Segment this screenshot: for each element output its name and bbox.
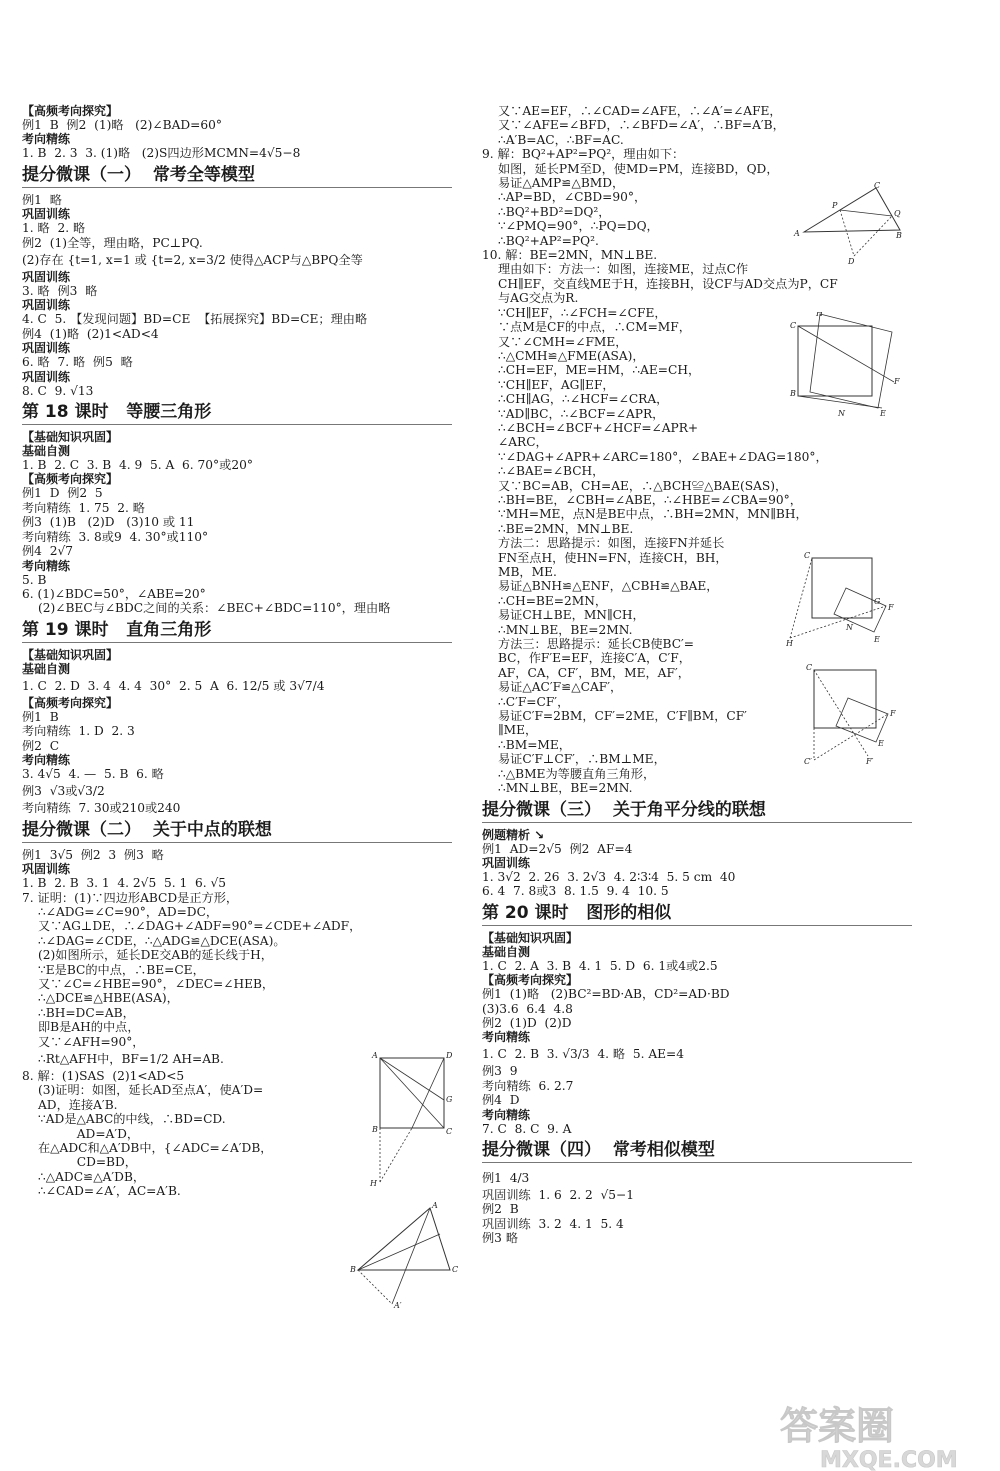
svg-text:F: F <box>890 709 896 718</box>
answer-line: 4. C 5. 【发现问题】BD=CE 【拓展探究】BD=CE；理由略 <box>22 312 368 327</box>
answer-line: ∴BM=ME， <box>498 737 571 752</box>
svg-text:H: H <box>786 639 793 648</box>
subheading: 巩固训练 <box>22 862 71 877</box>
answer-line: (3)3.6 6.4 4.8 <box>482 1001 573 1016</box>
svg-text:P: P <box>832 201 838 210</box>
subheading: 巩固训练 <box>22 341 71 356</box>
answer-line: 例1 4/3 <box>482 1170 530 1185</box>
answer-line: 易证C′F=2BM，CF′=2ME，C′F∥BM，CF′ <box>498 709 747 724</box>
subheading: 考向精练 <box>482 1107 531 1122</box>
answer-line: ∴BH=DC=AB， <box>38 1005 135 1020</box>
answer-line: AD=A′D， <box>38 1126 140 1141</box>
answer-line: 6. 略 7. 略 例5 略 <box>22 355 133 370</box>
answer-line: CD=BD， <box>38 1155 137 1170</box>
answer-line: 巩固训练 1. 6 2. 2 √5−1 <box>482 1187 634 1202</box>
answer-line: 3. 略 例3 略 <box>22 284 98 299</box>
answer-line: 易证△AC′F≌△CAF′， <box>498 680 623 695</box>
answer-line: 例2 (1)D (2)D <box>482 1015 572 1030</box>
answer-line: 即B是AH的中点， <box>38 1020 140 1035</box>
answer-line: 考向精练 7. 30或210或240 <box>22 801 181 816</box>
answer-line: 巩固训练 3. 2 4. 1 5. 4 <box>482 1216 624 1231</box>
answer-line: ∠ARC， <box>498 435 548 450</box>
subheading: 【基础知识巩固】 <box>22 430 119 445</box>
answer-line: 如图，延长PM至D，使MD=PM，连接BD，QD， <box>498 161 779 176</box>
answer-line: 与AG交点为R. <box>498 291 579 306</box>
answer-line: ∵点M是CF的中点，∴CM=MF， <box>498 320 691 335</box>
answer-line: ∴A′B=AC，∴BF=AC. <box>498 132 624 147</box>
subheading: 巩固训练 <box>22 298 71 313</box>
section-title: 提分微课（二） 关于中点的联想 <box>22 819 452 843</box>
answer-line: ∵∠DAG+∠APR+∠ARC=180°，∠BAE+∠DAG=180°， <box>498 449 828 464</box>
answer-line: 在△ADC和△A′DB中，{∠ADC=∠A′DB， <box>38 1141 273 1156</box>
answer-line: (2)存在 {t=1, x=1 或 {t=2, x=3/2 使得△ACP与△BPQ全等 <box>22 253 363 268</box>
answer-line: 例4 2√7 <box>22 544 73 559</box>
answer-line: 1. C 2. B 3. √3/3 4. 略 5. AE=4 <box>482 1047 685 1062</box>
answer-line: 例3 略 <box>482 1231 519 1246</box>
svg-text:A′: A′ <box>394 1301 402 1310</box>
subheading: 巩固训练 <box>22 207 71 222</box>
answer-line: ∴CH∥AG，∴∠HCF=∠CRA， <box>498 392 669 407</box>
subheading: 【基础知识巩固】 <box>482 930 579 945</box>
answer-line: 1. C 2. D 3. 4 4. 4 30° 2. 5 A 6. 12/5 或 3√7/4 <box>22 678 325 693</box>
watermark-logo <box>760 1395 1000 1471</box>
subheading: 考向精练 <box>22 132 71 147</box>
subheading: 基础自测 <box>22 661 71 676</box>
answer-line: ∴∠BCH=∠BCF+∠HCF=∠APR+ <box>498 420 699 435</box>
subheading: 巩固训练 <box>22 369 71 384</box>
svg-text:E: E <box>874 635 880 644</box>
answer-line: ∴BQ²+AP²=PQ². <box>498 233 599 248</box>
svg-text:C′: C′ <box>804 757 812 765</box>
answer-line: (2)∠BEC与∠BDC之间的关系：∠BEC+∠BDC=110°，理由略 <box>38 601 391 616</box>
svg-text:A: A <box>372 1051 378 1060</box>
answer-line: 例4 (1)略 (2)1<AD<4 <box>22 326 159 341</box>
answer-line: 理由如下：方法一：如图，连接ME，过点C作 <box>498 262 749 277</box>
section-title: 提分微课（三） 关于角平分线的联想 <box>482 799 912 823</box>
answer-line: 1. B 2. 3 3. (1)略 (2)S四边形MCMN=4√5−8 <box>22 146 301 161</box>
answer-line: ∴AP=BD，∠CBD=90°， <box>498 190 647 205</box>
answer-line: 又∵BC=AB，CH=AE，∴△BCH≌△BAE(SAS)， <box>498 478 788 493</box>
answer-line: 例3 9 <box>482 1064 518 1079</box>
answer-line: ∵AD∥BC，∴∠BCF=∠APR， <box>498 406 665 421</box>
figure-squares-method-3 <box>792 660 910 765</box>
answer-line: ∴MN⊥BE，BE=2MN. <box>498 781 633 796</box>
answer-line: CH∥EF，交直线ME于H，连接BH，设CF与AD交点为P，CF <box>498 276 838 291</box>
answer-line: 例2 B <box>482 1202 519 1217</box>
answer-line: 6. (1)∠BDC=50°，∠ABE=20° <box>22 586 206 601</box>
answer-line: 7. 证明：(1)∵四边形ABCD是正方形， <box>22 890 239 905</box>
answer-line: ∴BQ²+BD²=DQ²， <box>498 204 611 219</box>
section-title: 第 20 课时 图形的相似 <box>482 902 912 926</box>
answer-line: 又∵∠AFE=∠BFD，∴∠BFD=∠A′，∴BF=A′B， <box>498 118 785 133</box>
figure-squares-method-2 <box>786 548 906 648</box>
subheading: 考向精练 <box>482 1030 531 1045</box>
answer-line: ∴CH=EF，ME=HM，∴AE=CH， <box>498 363 701 378</box>
answer-line: ∴CH=BE=2MN， <box>498 593 608 608</box>
answer-line: BC，作F′E=EF，连接C′A，C′F， <box>498 651 691 666</box>
svg-text:G: G <box>874 597 881 606</box>
answer-line: ∵E是BC的中点，∴BE=CE， <box>38 962 205 977</box>
svg-text:G: G <box>446 1095 453 1104</box>
svg-text:C: C <box>804 551 811 560</box>
answer-line: 考向精练 6. 2.7 <box>482 1078 574 1093</box>
answer-line: 例1 3√5 例2 3 例3 略 <box>22 847 164 862</box>
section-title: 第 18 课时 等腰三角形 <box>22 401 452 425</box>
answer-line: (2)如图所示，延长DE交AB的延长线于H， <box>38 948 273 963</box>
answer-line: 又∵∠CMH=∠FME， <box>498 334 628 349</box>
answer-line: 易证C′F⊥CF′，∴BM⊥ME， <box>498 752 666 767</box>
answer-line: 考向精练 1. 75 2. 略 <box>22 500 145 515</box>
svg-text:Q: Q <box>894 209 901 218</box>
answer-line: 3. 4√5 4. — 5. B 6. 略 <box>22 766 164 781</box>
subheading: 【高频考向探究】 <box>22 472 119 487</box>
answer-line: ∴∠ADG=∠C=90°，AD=DC， <box>38 904 219 919</box>
subheading: 【高频考向探究】 <box>482 973 579 988</box>
svg-text:B: B <box>372 1125 378 1134</box>
answer-line: 例3 (1)B (2)D (3)10 或 11 <box>22 515 195 530</box>
answer-line: 方法二：思路提示：如图，连接FN并延长 <box>498 536 725 551</box>
answer-line: 1. 3√2 2. 26 3. 2√3 4. 2∶3∶4 5. 5 cm 40 <box>482 869 736 884</box>
svg-text:H: H <box>816 312 823 318</box>
svg-text:C: C <box>446 1127 453 1136</box>
subheading: 【高频考向探究】 <box>22 104 119 118</box>
answer-line: (3)证明：如图，延长AD至点A′，使A′D= <box>38 1083 264 1098</box>
svg-text:C: C <box>790 321 797 330</box>
answer-line: 考向精练 3. 8或9 4. 30°或110° <box>22 529 209 544</box>
answer-line: 例1 D 例2 5 <box>22 486 103 501</box>
svg-text:D: D <box>848 257 855 265</box>
answer-line: ∴MN⊥BE，BE=2MN. <box>498 622 633 637</box>
subheading: 基础自测 <box>22 444 71 459</box>
watermark-top: 答案圈 <box>780 1404 895 1448</box>
answer-line: 10. 解：BE=2MN，MN⊥BE. <box>482 248 658 263</box>
answer-line: ∴△DCE≌△HBE(ASA)， <box>38 991 179 1006</box>
answer-line: ∵MH=ME，点N是BE中点，∴BH=2MN，MN∥BH， <box>498 507 808 522</box>
answer-line: ∴BH=BE，∠CBH=∠ABE，∴∠HBE=∠CBA=90°， <box>498 492 802 507</box>
answer-line: ∴△CMH≌△FME(ASA)， <box>498 348 645 363</box>
answer-line: 例2 (1)全等，理由略，PC⊥PQ. <box>22 235 203 250</box>
answer-line: ∵∠PMQ=90°，∴PQ=DQ， <box>498 219 659 234</box>
svg-text:B: B <box>350 1265 356 1274</box>
subheading: 基础自测 <box>482 944 531 959</box>
answer-line: AD，连接A′B. <box>38 1097 118 1112</box>
answer-line: ∴Rt△AFH中，BF=1/2 AH=AB. <box>38 1052 224 1067</box>
answer-line: ∴∠DAG=∠CDE，∴△ADG≌△DCE(ASA)。 <box>38 933 286 948</box>
subheading: 【基础知识巩固】 <box>22 647 119 662</box>
svg-text:D: D <box>446 1051 453 1060</box>
svg-text:E: E <box>878 739 884 748</box>
svg-text:C: C <box>452 1265 459 1274</box>
answer-line: 又∵∠AFH=90°， <box>38 1034 145 1049</box>
svg-text:F′: F′ <box>866 757 874 765</box>
figure-triangle-pq <box>792 180 907 265</box>
answer-line: 例2 C <box>22 738 60 753</box>
svg-text:C: C <box>806 663 813 672</box>
answer-line: ∴∠BAE=∠BCH， <box>498 464 605 479</box>
svg-text:C: C <box>874 181 881 190</box>
answer-line: ∵CH∥EF，∴∠FCH=∠CFE， <box>498 305 667 320</box>
answer-line: 例1 B <box>22 709 59 724</box>
svg-text:F: F <box>894 377 900 386</box>
left-column <box>22 104 452 1199</box>
answer-line: 又∵AG⊥DE，∴∠DAG+∠ADF=90°=∠CDE+∠ADF， <box>38 919 362 934</box>
answer-line: ∥ME， <box>498 723 538 738</box>
answer-line: 例1 B 例2 (1)略 (2)∠BAD=60° <box>22 118 222 132</box>
answer-line: ∴∠CAD=∠A′，AC=A′B. <box>38 1184 181 1199</box>
figure-triangle-abc <box>350 1200 460 1310</box>
subheading: 考向精练 <box>22 752 71 767</box>
answer-line: 方法三：思路提示：延长CB使BC′= <box>498 637 695 652</box>
section-title: 提分微课（四） 常考相似模型 <box>482 1139 912 1163</box>
answer-line: ∴C′F=CF′， <box>498 694 570 709</box>
subheading: 巩固训练 <box>22 270 71 285</box>
answer-line: 1. B 2. C 3. B 4. 9 5. A 6. 70°或20° <box>22 458 253 473</box>
answer-line: 例1 (1)略 (2)BC²=BD·AB，CD²=AD·BD <box>482 987 730 1002</box>
answer-line: 例4 D <box>482 1093 520 1108</box>
subheading: 考向精练 <box>22 558 71 573</box>
answer-line: 例3 √3或√3/2 <box>22 784 105 799</box>
svg-text:N: N <box>838 409 845 418</box>
svg-text:B: B <box>896 231 902 240</box>
answer-line: 又∵∠C=∠HBE=90°，∠DEC=∠HEB， <box>38 977 275 991</box>
answer-line: ∴BE=2MN，MN⊥BE. <box>498 521 634 536</box>
svg-text:F: F <box>888 603 894 612</box>
answer-line: 6. 4 7. 8或3 8. 1.5 9. 4 10. 5 <box>482 884 669 899</box>
section-title: 第 19 课时 直角三角形 <box>22 619 452 643</box>
answer-line: 1. C 2. A 3. B 4. 1 5. D 6. 1或4或2.5 <box>482 958 718 973</box>
answer-line: 5. B <box>22 572 47 587</box>
answer-line: 7. C 8. C 9. A <box>482 1121 572 1136</box>
answer-line: 易证△AMP≌△BMD， <box>498 176 625 191</box>
answer-line: 易证CH⊥BE，MN∥CH， <box>498 608 645 623</box>
watermark-bottom: MXQE.COM <box>820 1448 958 1471</box>
answer-line: 考向精练 1. D 2. 3 <box>22 724 135 739</box>
answer-line: 例1 AD=2√5 例2 AF=4 <box>482 841 633 856</box>
subheading: 例题精析 ↘ <box>482 827 545 842</box>
answer-line: 8. C 9. √13 <box>22 383 94 398</box>
subheading: 巩固训练 <box>482 855 531 870</box>
svg-text:H: H <box>370 1179 377 1188</box>
svg-text:N: N <box>846 623 853 632</box>
svg-text:A: A <box>794 229 800 238</box>
svg-text:B: B <box>790 389 796 398</box>
answer-line: 易证△BNH≌△ENF，△CBH≌△BAE， <box>498 579 719 594</box>
svg-text:E: E <box>880 409 886 418</box>
answer-line: AF，CA，CF′，BM，ME，AF′， <box>498 665 690 680</box>
answer-line: FN至点H，使HN=FN，连接CH，BH， <box>498 550 728 565</box>
answer-line: 又∵AE=EF，∴∠CAD=∠AFE，∴∠A′=∠AFE， <box>498 104 782 118</box>
answer-line: ∴△ADC≌△A′DB， <box>38 1169 146 1184</box>
answer-line: 9. 解：BQ²+AP²=PQ²，理由如下： <box>482 147 685 162</box>
answer-line: 例1 略 <box>22 192 62 207</box>
answer-line: ∴△BME为等腰直角三角形， <box>498 766 656 781</box>
answer-line: 1. B 2. B 3. 1 4. 2√5 5. 1 6. √5 <box>22 876 226 891</box>
subheading: 【高频考向探究】 <box>22 695 119 710</box>
answer-line: ∵AD是△ABC的中线，∴BD=CD. <box>38 1112 226 1127</box>
figure-squares-method-1 <box>782 312 907 422</box>
section-title: 提分微课（一） 常考全等模型 <box>22 164 452 188</box>
svg-text:A: A <box>432 1201 438 1210</box>
figure-square-abcd <box>368 1050 458 1190</box>
answer-line: MB，ME. <box>498 565 557 579</box>
answer-line: ∵CH∥EF，AG∥EF， <box>498 377 615 392</box>
answer-line: 8. 解：(1)SAS (2)1<AD<5 <box>22 1069 185 1084</box>
answer-line: 1. 略 2. 略 <box>22 221 86 236</box>
